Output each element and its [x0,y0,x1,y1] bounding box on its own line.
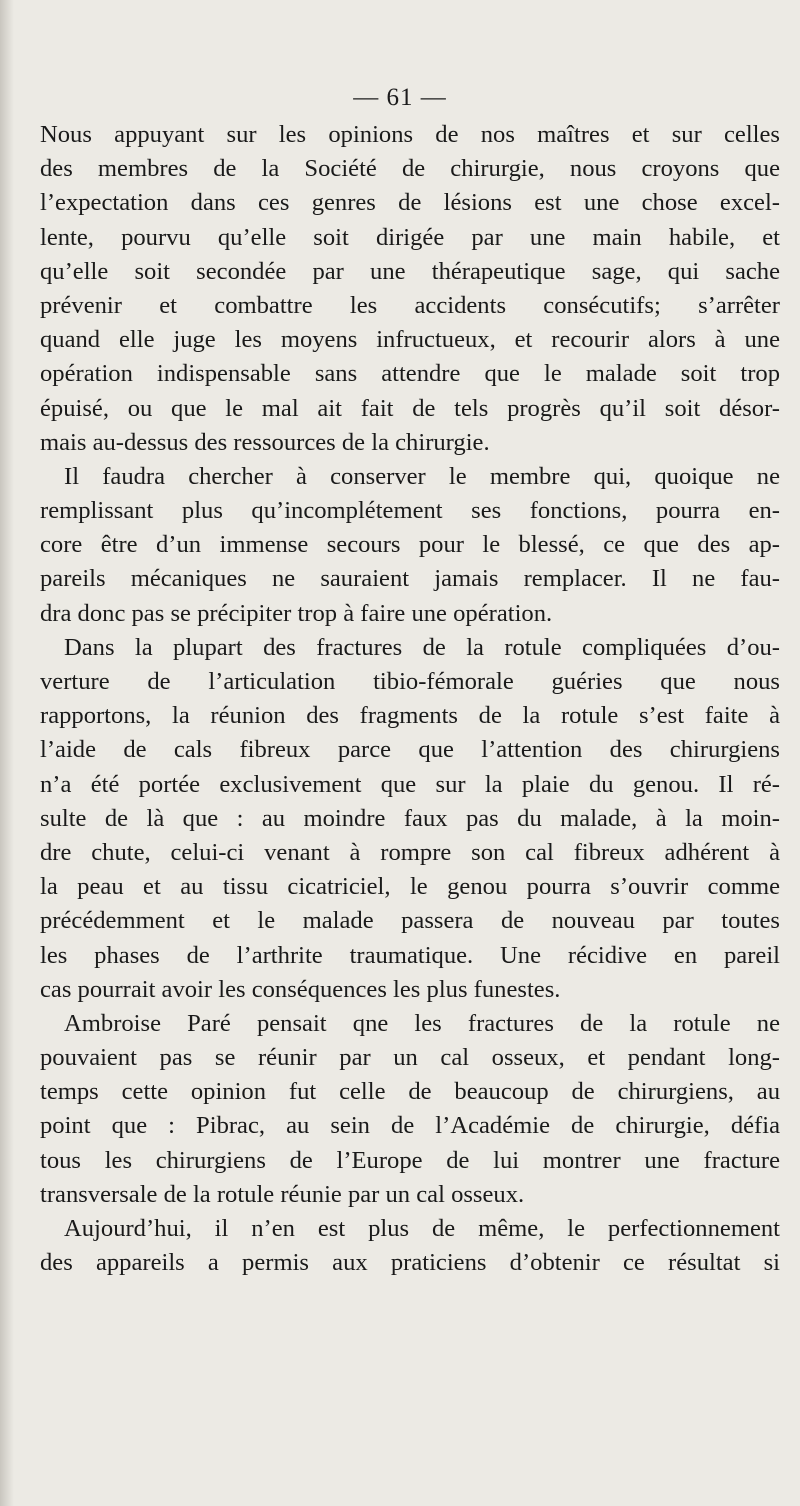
page-edge-shadow [0,0,14,1506]
text-line: tous les chirurgiens de l’Europe de lui montrer une fracture [40,1146,780,1174]
text-line: lente, pourvu qu’elle soit dirigée par une main habile, et [40,223,780,251]
text-line: transversale de la rotule réunie par un cal osseux. [40,1180,525,1208]
text-line: temps cette opinion fut celle de beaucoup de chirurgiens, au [40,1078,780,1106]
text-line: Ambroise Paré pensait qne les fractures de la rotule ne [64,1009,780,1037]
text-line: épuisé, ou que le mal ait fait de tels progrès qu’il soit désor- [40,394,780,422]
text-line: sulte de là que : au moindre faux pas du malade, à la moin- [40,804,780,832]
text-line: core être d’un immense secours pour le blessé, ce que des ap- [40,531,780,559]
page-number: — 61 — [353,84,447,111]
text-line: des membres de la Société de chirurgie, nous croyons que [40,155,780,183]
text-line: verture de l’articulation tibio-fémorale guéries que nous [40,668,780,695]
text-line: l’expectation dans ces genres de lésions est une chose excel- [40,189,780,217]
text-line: Il faudra chercher à conserver le membre qui, quoique ne [64,462,780,490]
body-text [40,118,780,1280]
text-line: cas pourrait avoir les conséquences les plus funestes. [40,975,561,1003]
text-line: dra donc pas se précipiter trop à faire une opération. [40,599,553,627]
text-line: l’aide de cals fibreux parce que l’attention des chirurgiens [40,736,780,764]
text-line: n’a été portée exclusivement que sur la plaie du genou. Il ré- [40,770,780,798]
text-line: pouvaient pas se réunir par un cal osseux, et pendant long- [40,1044,780,1072]
text-line: quand elle juge les moyens infructueux, et recourir alors à une [40,326,780,354]
text-line: dre chute, celui-ci venant à rompre son cal fibreux adhérent à [40,838,780,866]
text-line: remplissant plus qu’incomplétement ses fonctions, pourra en- [40,497,780,525]
text-line: Aujourd’hui, il n’en est plus de même, le perfectionnement [64,1215,780,1242]
text-line: point que : Pibrac, au sein de l’Académie de chirurgie, défia [40,1112,780,1140]
text-line: rapportons, la réunion des fragments de la rotule s’est faite à [40,702,780,730]
text-line: prévenir et combattre les accidents consécutifs; s’arrêter [40,291,780,319]
text-line: les phases de l’arthrite traumatique. Une récidive en pareil [40,941,780,969]
text-line: précédemment et le malade passera de nouveau par toutes [40,907,780,935]
text-line: la peau et au tissu cicatriciel, le genou pourra s’ouvrir comme [40,873,780,901]
text-line: opération indispensable sans attendre que le malade soit trop [40,360,780,388]
text-line: mais au-dessus des ressources de la chirurgie. [40,428,490,456]
text-line: des appareils a permis aux praticiens d’obtenir ce résultat si [40,1249,780,1277]
text-line: Nous appuyant sur les opinions de nos maîtres et sur celles [40,121,780,148]
text-line: qu’elle soit secondée par une thérapeutique sage, qui sache [40,257,780,285]
text-line: Dans la plupart des fractures de la rotule compliquées d’ou- [64,633,780,661]
text-line: pareils mécaniques ne sauraient jamais remplacer. Il ne fau- [40,565,780,593]
